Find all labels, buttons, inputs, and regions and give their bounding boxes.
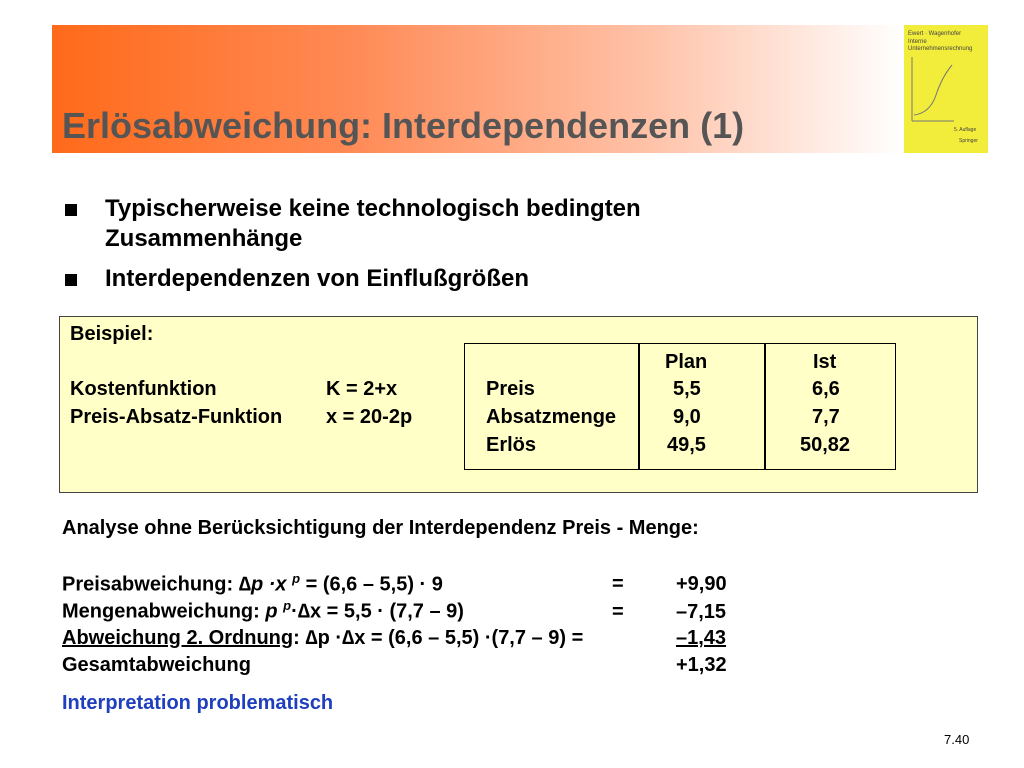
header-plan: Plan (665, 351, 708, 373)
bullet-2: Interdependenzen von Einflußgrößen (105, 265, 530, 292)
row-plan-value: 5,5 (673, 378, 701, 400)
bullet-1-line1: Typischerweise keine technologisch bedingten (105, 195, 641, 222)
bullet-square-icon (65, 204, 77, 216)
bullet-1 (105, 194, 641, 254)
second-order-value: –1,43 (676, 627, 727, 649)
row-label: Preis (486, 378, 535, 400)
analysis-heading: Analyse ohne Berücksichtigung der Interdependenz Preis - Menge: (62, 517, 699, 539)
quantity-deviation-calc: ·∆x = 5,5 · (7,7 – 9) (291, 600, 464, 623)
book-authors: Ewert · Wagenhofer (908, 31, 962, 37)
row-ist-value: 6,6 (812, 378, 840, 400)
price-deviation-calc: = (6,6 – 5,5) · 9 (300, 573, 443, 596)
cost-function-label: Kostenfunktion (70, 378, 217, 400)
book-edition: 5. Auflage (954, 127, 977, 133)
book-graph-icon (906, 55, 956, 125)
bullet-1-line2: Zusammenhänge (105, 225, 303, 252)
row-plan-value: 9,0 (673, 406, 701, 428)
quantity-deviation-label: Mengenabweichung: (62, 600, 266, 623)
second-order-calc: : ∆p ·∆x = (6,6 – 5,5) ·(7,7 – 9) = (293, 627, 584, 649)
price-sales-function-label: Preis-Absatz-Funktion (70, 406, 283, 428)
quantity-deviation-eq: = (612, 601, 624, 623)
interpretation-note: Interpretation problematisch (62, 692, 334, 714)
total-deviation-value: +1,32 (676, 654, 727, 676)
quantity-deviation-sup: p (283, 598, 292, 613)
book-publisher: Springer (959, 138, 978, 144)
row-ist-value: 50,82 (800, 434, 851, 456)
row-label: Erlös (486, 434, 537, 456)
price-deviation-eq: = (612, 573, 624, 595)
row-label: Absatzmenge (486, 406, 617, 428)
header-ist: Ist (813, 351, 837, 373)
cost-function-formula: K = 2+x (326, 378, 398, 400)
second-order-row (62, 627, 583, 650)
quantity-deviation-value: –7,15 (676, 601, 727, 623)
example-heading: Beispiel: (70, 323, 154, 345)
price-deviation-row (62, 571, 443, 597)
row-ist-value: 7,7 (812, 406, 840, 428)
book-cover-image (904, 25, 988, 153)
table-divider (638, 343, 640, 470)
table-divider (764, 343, 766, 470)
price-deviation-formula: ∆p ·x (238, 573, 293, 596)
price-deviation-label: Preisabweichung: (62, 573, 239, 596)
bullet-square-icon (65, 274, 77, 286)
book-title-line2: Unternehmensrechnung (908, 46, 973, 52)
price-sales-function-formula: x = 20-2p (326, 406, 413, 428)
total-deviation-label: Gesamtabweichung (62, 654, 251, 676)
book-title-line1: Interne (908, 39, 927, 45)
quantity-deviation-formula: p (265, 600, 284, 623)
slide-title: Erlösabweichung: Interdependenzen (1) (62, 105, 745, 146)
second-order-label: Abweichung 2. Ordnung (62, 627, 294, 649)
row-plan-value: 49,5 (667, 434, 706, 456)
page-number: 7.40 (944, 732, 970, 747)
price-deviation-value: +9,90 (676, 573, 727, 595)
quantity-deviation-row (62, 598, 464, 624)
price-deviation-sup: p (292, 571, 301, 586)
